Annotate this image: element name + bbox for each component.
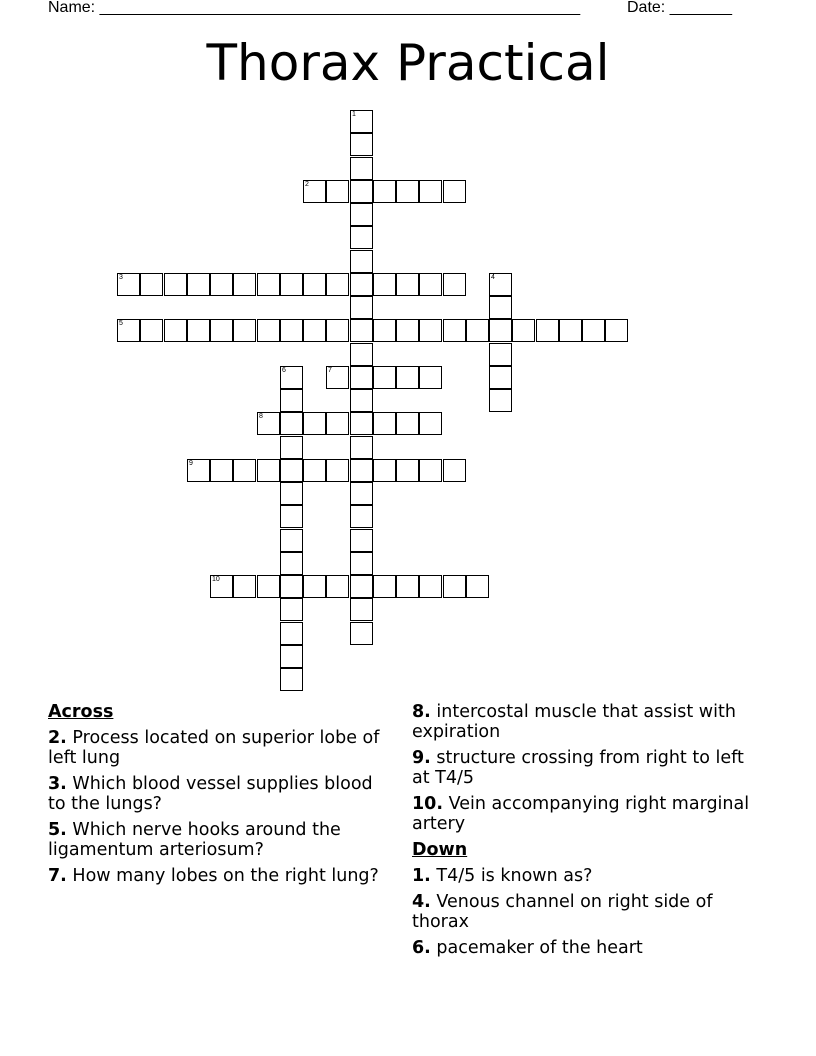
clue-down-6 bbox=[412, 938, 752, 958]
clue-across-8 bbox=[412, 702, 752, 742]
grid-cell[interactable] bbox=[164, 273, 187, 296]
grid-cell[interactable] bbox=[350, 296, 373, 319]
across-heading: Across bbox=[48, 702, 114, 722]
clue-down-4 bbox=[412, 892, 752, 932]
grid-cell[interactable] bbox=[443, 319, 466, 342]
grid-cell[interactable] bbox=[350, 343, 373, 366]
clue-text: structure crossing from right to left at T4/5 bbox=[412, 748, 744, 788]
clue-number: 1. bbox=[412, 866, 431, 886]
grid-cell[interactable] bbox=[350, 226, 373, 249]
clue-number: 2. bbox=[48, 728, 67, 748]
grid-cell[interactable] bbox=[350, 133, 373, 156]
grid-cell[interactable] bbox=[536, 319, 559, 342]
clue-text: How many lobes on the right lung? bbox=[72, 866, 379, 886]
grid-cell[interactable] bbox=[280, 529, 303, 552]
grid-cell[interactable] bbox=[512, 319, 535, 342]
grid-cell[interactable] bbox=[233, 319, 256, 342]
cell-number: 2 bbox=[305, 181, 309, 188]
grid-cell[interactable] bbox=[140, 273, 163, 296]
cell-number: 9 bbox=[189, 460, 193, 467]
grid-cell[interactable] bbox=[280, 366, 303, 389]
clue-across-3 bbox=[48, 774, 388, 814]
clue-text: Vein accompanying right marginal artery bbox=[412, 794, 750, 834]
grid-cell[interactable] bbox=[164, 319, 187, 342]
clue-number: 5. bbox=[48, 820, 67, 840]
grid-cell[interactable] bbox=[303, 273, 326, 296]
grid-cell[interactable] bbox=[350, 180, 373, 203]
cell-number: 7 bbox=[328, 367, 332, 374]
grid-cell[interactable] bbox=[396, 319, 419, 342]
grid-cell[interactable] bbox=[326, 459, 349, 482]
grid-cell[interactable] bbox=[350, 273, 373, 296]
grid-cell[interactable] bbox=[350, 389, 373, 412]
grid-cell[interactable] bbox=[466, 319, 489, 342]
grid-cell[interactable] bbox=[489, 389, 512, 412]
grid-cell[interactable] bbox=[303, 319, 326, 342]
grid-cell[interactable] bbox=[373, 412, 396, 435]
grid-cell[interactable] bbox=[187, 459, 210, 482]
grid-cell[interactable] bbox=[419, 575, 442, 598]
grid-cell[interactable] bbox=[396, 180, 419, 203]
grid-cell[interactable] bbox=[257, 319, 280, 342]
grid-cell[interactable] bbox=[233, 273, 256, 296]
grid-cell[interactable] bbox=[373, 273, 396, 296]
grid-cell[interactable] bbox=[326, 575, 349, 598]
grid-cell[interactable] bbox=[303, 459, 326, 482]
clue-across-2 bbox=[48, 728, 388, 768]
grid-cell[interactable] bbox=[210, 319, 233, 342]
cell-number: 4 bbox=[491, 274, 495, 281]
grid-cell[interactable] bbox=[233, 459, 256, 482]
grid-cell[interactable] bbox=[350, 157, 373, 180]
grid-cell[interactable] bbox=[350, 366, 373, 389]
grid-cell[interactable] bbox=[303, 180, 326, 203]
clue-text: pacemaker of the heart bbox=[436, 938, 643, 958]
grid-cell[interactable] bbox=[489, 319, 512, 342]
grid-cell[interactable] bbox=[419, 412, 442, 435]
clue-number: 6. bbox=[412, 938, 431, 958]
grid-cell[interactable] bbox=[257, 459, 280, 482]
cell-number: 8 bbox=[259, 413, 263, 420]
grid-cell[interactable] bbox=[280, 505, 303, 528]
grid-cell[interactable] bbox=[326, 412, 349, 435]
grid-cell[interactable] bbox=[350, 250, 373, 273]
grid-cell[interactable] bbox=[280, 645, 303, 668]
clue-text: Process located on superior lobe of left lung bbox=[48, 728, 380, 768]
grid-cell[interactable] bbox=[350, 622, 373, 645]
grid-cell[interactable] bbox=[443, 575, 466, 598]
grid-cell[interactable] bbox=[280, 668, 303, 691]
grid-cell[interactable] bbox=[419, 366, 442, 389]
clue-number: 8. bbox=[412, 702, 431, 722]
grid-cell[interactable] bbox=[350, 529, 373, 552]
grid-cell[interactable] bbox=[396, 459, 419, 482]
grid-cell[interactable] bbox=[350, 203, 373, 226]
clue-across-7 bbox=[48, 866, 388, 886]
clue-number: 7. bbox=[48, 866, 67, 886]
grid-cell[interactable] bbox=[396, 273, 419, 296]
date-field[interactable]: Date: _______ bbox=[627, 0, 732, 16]
grid-cell[interactable] bbox=[280, 389, 303, 412]
cell-number: 10 bbox=[212, 576, 220, 583]
grid-cell[interactable] bbox=[280, 319, 303, 342]
grid-cell[interactable] bbox=[210, 273, 233, 296]
grid-cell[interactable] bbox=[350, 505, 373, 528]
grid-cell[interactable] bbox=[280, 459, 303, 482]
grid-cell[interactable] bbox=[326, 319, 349, 342]
grid-cell[interactable] bbox=[373, 366, 396, 389]
grid-cell[interactable] bbox=[489, 366, 512, 389]
cell-number: 1 bbox=[352, 111, 356, 118]
grid-cell[interactable] bbox=[233, 575, 256, 598]
grid-cell[interactable] bbox=[187, 273, 210, 296]
grid-cell[interactable] bbox=[280, 575, 303, 598]
grid-cell[interactable] bbox=[350, 482, 373, 505]
clue-number: 10. bbox=[412, 794, 444, 814]
grid-cell[interactable] bbox=[350, 459, 373, 482]
grid-cell[interactable] bbox=[443, 180, 466, 203]
grid-cell[interactable] bbox=[419, 319, 442, 342]
name-field[interactable]: Name: ______________________________________________________ bbox=[48, 0, 581, 16]
clue-text: intercostal muscle that assist with expiration bbox=[412, 702, 736, 742]
cell-number: 5 bbox=[119, 320, 123, 327]
grid-cell[interactable] bbox=[489, 273, 512, 296]
clue-across-10 bbox=[412, 794, 752, 834]
grid-cell[interactable] bbox=[350, 412, 373, 435]
clues-right-column bbox=[412, 702, 752, 964]
clue-text: Which blood vessel supplies blood to the lungs? bbox=[48, 774, 373, 814]
grid-cell[interactable] bbox=[443, 459, 466, 482]
grid-cell[interactable] bbox=[350, 552, 373, 575]
grid-cell[interactable] bbox=[419, 273, 442, 296]
clue-number: 9. bbox=[412, 748, 431, 768]
clue-across-9 bbox=[412, 748, 752, 788]
grid-cell[interactable] bbox=[489, 343, 512, 366]
grid-cell[interactable] bbox=[396, 412, 419, 435]
grid-cell[interactable] bbox=[257, 412, 280, 435]
grid-cell[interactable] bbox=[350, 598, 373, 621]
grid-cell[interactable] bbox=[303, 412, 326, 435]
grid-cell[interactable] bbox=[117, 319, 140, 342]
grid-cell[interactable] bbox=[373, 459, 396, 482]
grid-cell[interactable] bbox=[605, 319, 628, 342]
grid-cell[interactable] bbox=[396, 575, 419, 598]
grid-cell[interactable] bbox=[466, 575, 489, 598]
cell-number: 6 bbox=[282, 367, 286, 374]
grid-cell[interactable] bbox=[559, 319, 582, 342]
grid-cell[interactable] bbox=[280, 412, 303, 435]
grid-cell[interactable] bbox=[582, 319, 605, 342]
grid-cell[interactable] bbox=[210, 459, 233, 482]
grid-cell[interactable] bbox=[373, 180, 396, 203]
grid-cell[interactable] bbox=[419, 180, 442, 203]
clue-text: Venous channel on right side of thorax bbox=[412, 892, 713, 932]
clue-down-1 bbox=[412, 866, 752, 886]
grid-cell[interactable] bbox=[280, 598, 303, 621]
grid-cell[interactable] bbox=[257, 575, 280, 598]
grid-cell[interactable] bbox=[140, 319, 163, 342]
grid-cell[interactable] bbox=[326, 273, 349, 296]
grid-cell[interactable] bbox=[326, 180, 349, 203]
clue-number: 4. bbox=[412, 892, 431, 912]
clue-text: Which nerve hooks around the ligamentum arteriosum? bbox=[48, 820, 341, 860]
grid-cell[interactable] bbox=[489, 296, 512, 319]
grid-cell[interactable] bbox=[419, 459, 442, 482]
grid-cell[interactable] bbox=[396, 366, 419, 389]
cell-number: 3 bbox=[119, 274, 123, 281]
grid-cell[interactable] bbox=[280, 482, 303, 505]
grid-cell[interactable] bbox=[350, 110, 373, 133]
grid-cell[interactable] bbox=[257, 273, 280, 296]
grid-cell[interactable] bbox=[280, 552, 303, 575]
down-heading: Down bbox=[412, 840, 468, 860]
clue-text: T4/5 is known as? bbox=[436, 866, 593, 886]
clues-left-column bbox=[48, 702, 388, 892]
grid-cell[interactable] bbox=[280, 273, 303, 296]
grid-cell[interactable] bbox=[117, 273, 140, 296]
grid-cell[interactable] bbox=[373, 575, 396, 598]
grid-cell[interactable] bbox=[210, 575, 233, 598]
grid-cell[interactable] bbox=[350, 319, 373, 342]
grid-cell[interactable] bbox=[280, 622, 303, 645]
grid-cell[interactable] bbox=[187, 319, 210, 342]
grid-cell[interactable] bbox=[280, 436, 303, 459]
page-title: Thorax Practical bbox=[206, 34, 610, 92]
grid-cell[interactable] bbox=[303, 575, 326, 598]
grid-cell[interactable] bbox=[350, 436, 373, 459]
grid-cell[interactable] bbox=[326, 366, 349, 389]
grid-cell[interactable] bbox=[443, 273, 466, 296]
grid-cell[interactable] bbox=[373, 319, 396, 342]
clue-across-5 bbox=[48, 820, 388, 860]
grid-cell[interactable] bbox=[350, 575, 373, 598]
clue-number: 3. bbox=[48, 774, 67, 794]
